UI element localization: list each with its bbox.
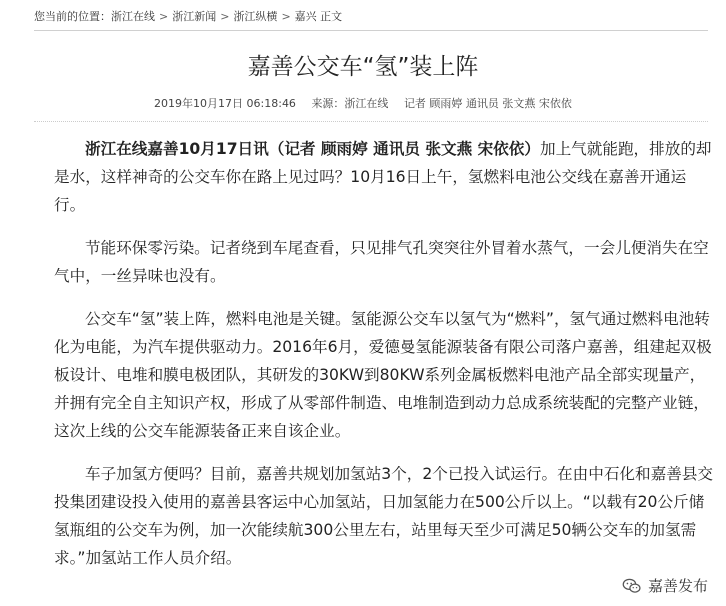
watermark: [618, 573, 712, 598]
meta-divider: [34, 121, 708, 122]
breadcrumb-separator: >: [281, 10, 291, 23]
paragraph-1: [54, 135, 714, 219]
paragraph-1-text: 加上气就能跑，排放的却是水，这样神奇的公交车你在路上见过吗？10月16日上午，氢燃料电池公交线在嘉善开通运行。: [54, 140, 712, 214]
watermark-text: 嘉善发布: [647, 577, 708, 595]
paragraph-4: 车子加氢方便吗？目前，嘉善共规划加氢站3个，2个已投入试运行。在由中石化和嘉善县交投集团建设投入使用的嘉善县客运中心加氢站，日加氢能力在500公斤以上。“以载有20公斤储氢瓶组的公交车为例，加一次能续航300公里左右，站里每天至少可满足50辆公交车的加氢需求。”加氢站工作人员介绍。: [54, 465, 713, 567]
article-body: [54, 135, 714, 587]
breadcrumb-divider: [34, 30, 708, 31]
breadcrumb-item-zjnews[interactable]: 浙江新闻: [172, 10, 217, 23]
article-source: 来源：浙江在线: [311, 97, 389, 110]
article-date: 2019年10月17日 06:18:46: [154, 97, 296, 110]
article-lead: 浙江在线嘉善10月17日讯（记者 顾雨婷 通讯员 张文燕 宋依依）: [85, 140, 540, 158]
paragraph-3: 公交车“氢”装上阵，燃料电池是关键。氢能源公交车以氢气为“燃料”，氢气通过燃料电池转化为电能，为汽车提供驱动力。2016年6月，爱德曼氢能源装备有限公司落户嘉善，组建起双极板设计、电堆和膜电极团队，其研发的30KW到80KW系列金属板燃料电池产品全部实现量产，并拥有完全自主知识产权，形成了从零部件制造、电堆制造到动力总成系统装配的完整产业链，这次上线的公交车能源装备正来自该企业。: [54, 310, 712, 440]
breadcrumb-prefix: 您当前的位置：: [34, 10, 111, 23]
breadcrumb-item-zjzh[interactable]: 浙江纵横: [233, 10, 278, 23]
wechat-icon: [622, 576, 642, 596]
breadcrumb-item-jiaxing[interactable]: 嘉兴 正文: [294, 10, 343, 23]
breadcrumb-separator: >: [220, 10, 230, 23]
breadcrumb-item-zjol[interactable]: 浙江在线: [111, 10, 155, 23]
paragraph-2: 节能环保零污染。记者绕到车尾查看，只见排气孔突突往外冒着水蒸气，一会儿便消失在空气中，一丝异味也没有。: [54, 239, 709, 285]
article-meta: [0, 95, 726, 111]
breadcrumb-separator: >: [159, 10, 169, 23]
article-title: 嘉善公交车“氢”装上阵: [247, 54, 479, 80]
breadcrumb: [34, 8, 342, 24]
article-reporters: 记者 顾雨婷 通讯员 张文燕 宋依依: [403, 97, 572, 110]
